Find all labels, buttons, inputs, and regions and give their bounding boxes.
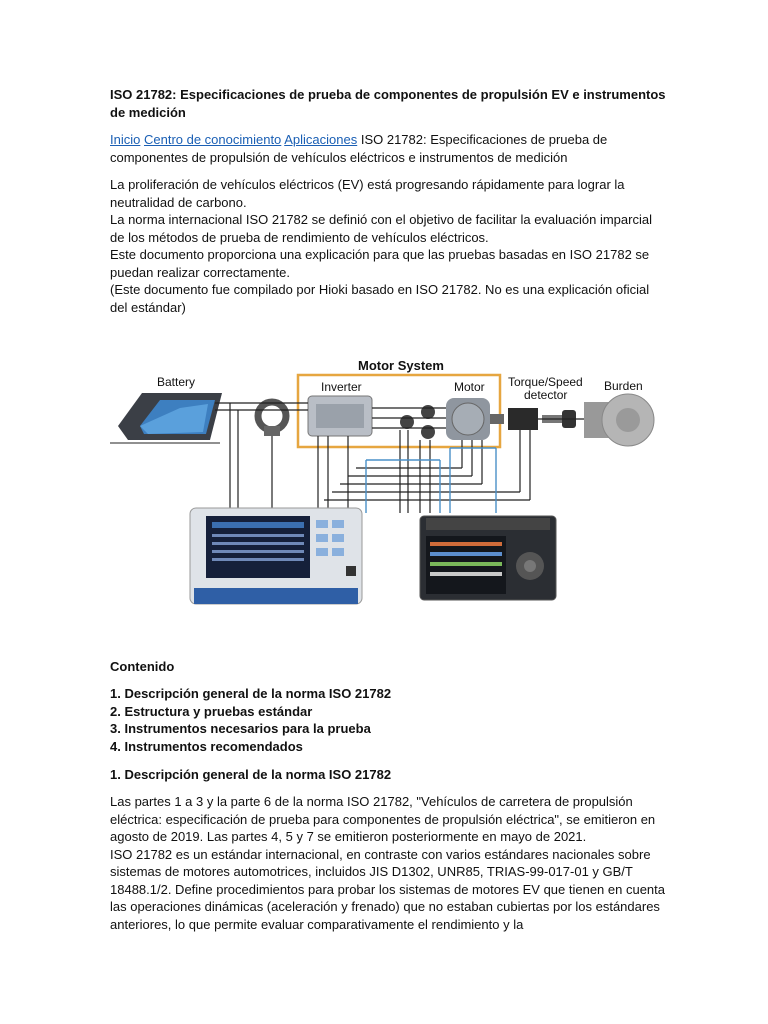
contents-heading: Contenido <box>110 659 175 674</box>
current-sensor-image <box>258 402 286 436</box>
breadcrumb-link-centro[interactable]: Centro de conocimiento <box>143 132 282 147</box>
contents-item[interactable]: 3. Instrumentos necesarios para la prueba <box>110 721 371 736</box>
breadcrumb-link-aplicaciones[interactable]: Aplicaciones <box>284 132 358 147</box>
detector-label-line1: Torque/Speed <box>508 375 583 389</box>
burden-label: Burden <box>604 379 643 393</box>
motor-system-diagram <box>110 348 658 618</box>
intro-text <box>110 176 666 316</box>
page-title: ISO 21782: Especificaciones de prueba de componentes de propulsión EV e instrumentos de medición <box>110 87 666 120</box>
contents-list-block <box>110 685 666 755</box>
signal-lines <box>366 448 496 513</box>
inverter-label: Inverter <box>321 380 362 394</box>
section-1-heading-block <box>110 766 666 784</box>
intro-line-2: La norma internacional ISO 21782 se definió con el objetivo de facilitar la evaluación imparcial de los métodos de prueba de rendimiento de vehículos eléctricos. <box>110 212 652 245</box>
inverter-image <box>308 396 372 436</box>
intro-line-4: (Este documento fue compilado por Hioki basado en ISO 21782. No es una explicación oficial del estándar) <box>110 282 650 315</box>
motor-image <box>446 398 504 440</box>
section-1-paragraph-1: Las partes 1 a 3 y la parte 6 de la norma ISO 21782, "Vehículos de carretera de propulsión eléctrica: especificación de prueba para componentes de propulsión eléctrica", se emitieron en agosto de 2019. Las partes 4, 5 y 7 se emitieron posteriormente en mayo de 2021. <box>110 794 656 844</box>
section-1-paragraph-2: ISO 21782 es un estándar internacional, en contraste con varios estándares nacionales sobre sistemas de motores automotrices, incluidos JIS D1302, UNR85, TRIAS-99-017-01 y GB/T 18488.1/2. Define procedimientos para probar los sistemas de motores EV que tienen en cuenta las operaciones dinámicas (aceleración y frenado) que no estaban cubiertas por los estándares anteriores, lo que permite evaluar comparativamente el rendimiento y la <box>110 846 666 932</box>
motor-system-label: Motor System <box>358 358 444 373</box>
section-1-body <box>110 793 666 933</box>
detector-label-line2: detector <box>524 388 568 402</box>
motor-label: Motor <box>454 380 485 394</box>
clamp-sensors-image <box>400 405 435 439</box>
breadcrumb-current: ISO 21782: Especificaciones de prueba de componentes de propulsión de vehículos eléctricos e instrumentos de medición <box>110 132 608 165</box>
memory-recorder-image <box>420 516 556 600</box>
contents-list <box>110 685 666 755</box>
contents-section <box>110 658 666 676</box>
breadcrumb <box>110 131 666 166</box>
intro-line-3: Este documento proporciona una explicación para que las pruebas basadas en ISO 21782 se puedan realizar correctamente. <box>110 247 650 280</box>
title-block <box>110 86 666 121</box>
burden-image <box>584 394 654 446</box>
contents-item[interactable]: 2. Estructura y pruebas estándar <box>110 703 313 719</box>
battery-label: Battery <box>157 375 196 389</box>
power-analyzer-image <box>190 508 362 604</box>
contents-item[interactable]: 4. Instrumentos recomendados <box>110 738 303 754</box>
section-1-heading: 1. Descripción general de la norma ISO 21782 <box>110 767 392 782</box>
battery-image <box>110 393 222 443</box>
contents-item[interactable]: 1. Descripción general de la norma ISO 21782 <box>110 686 392 701</box>
intro-line-1: La proliferación de vehículos eléctricos (EV) está progresando rápidamente para lograr la neutralidad de carbono. <box>110 177 625 210</box>
breadcrumb-link-inicio[interactable]: Inicio <box>110 132 141 147</box>
